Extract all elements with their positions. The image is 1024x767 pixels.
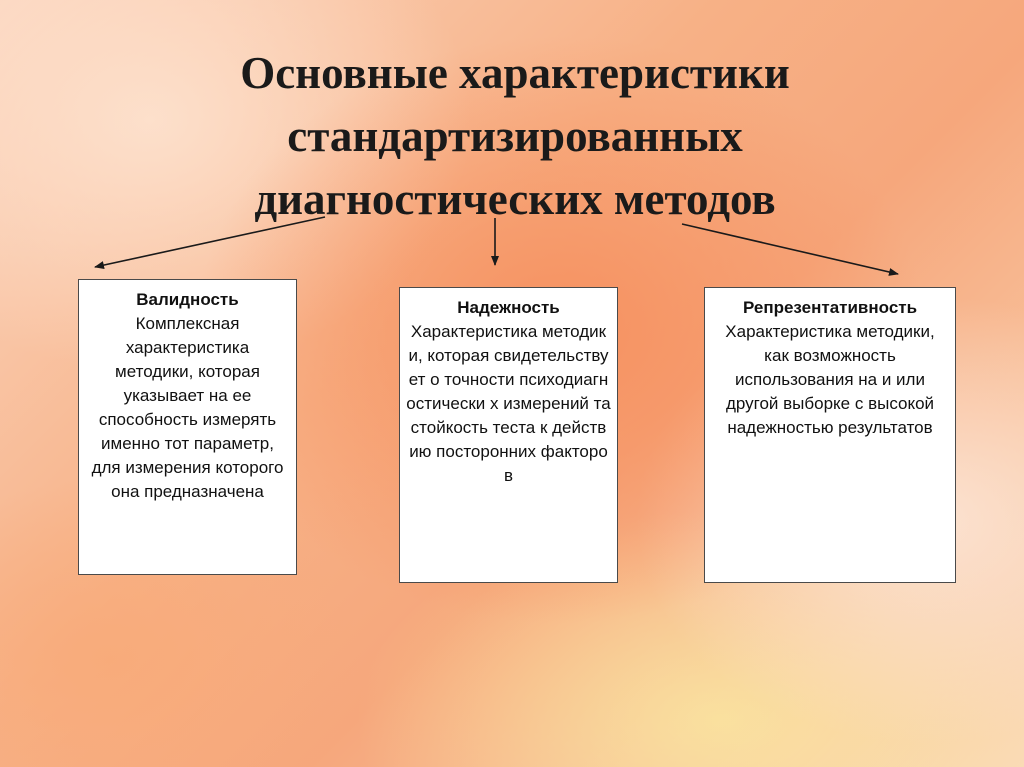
validity-description: Комплексная характеристика методики, которая указывает на ее способность измерять именно тот параметр, для измерения которого она предназначена — [91, 314, 284, 501]
representativeness-title: Репрезентативность — [742, 298, 918, 317]
representativeness-box — [704, 287, 956, 583]
reliability-description: Характеристика методики, которая свидетельствует о точности психодиагностически х измерений та стойкость теста к действию посторонних факторов — [406, 322, 611, 485]
slide-title-line-2: стандартизированных — [287, 111, 743, 161]
representativeness-description: Характеристика методики, как возможность использования на и или другой выборке с высокой надежностью результатов — [725, 322, 935, 437]
slide-title-line-1: Основные характеристики — [240, 48, 790, 98]
slide-title-line-3: диагностических методов — [254, 174, 776, 224]
reliability-box — [399, 287, 618, 583]
arrow-right-down-icon — [682, 224, 898, 274]
arrow-left-down-icon — [95, 217, 325, 267]
validity-box — [78, 279, 297, 575]
validity-title: Валидность — [136, 290, 239, 309]
reliability-title: Надежность — [457, 298, 560, 317]
